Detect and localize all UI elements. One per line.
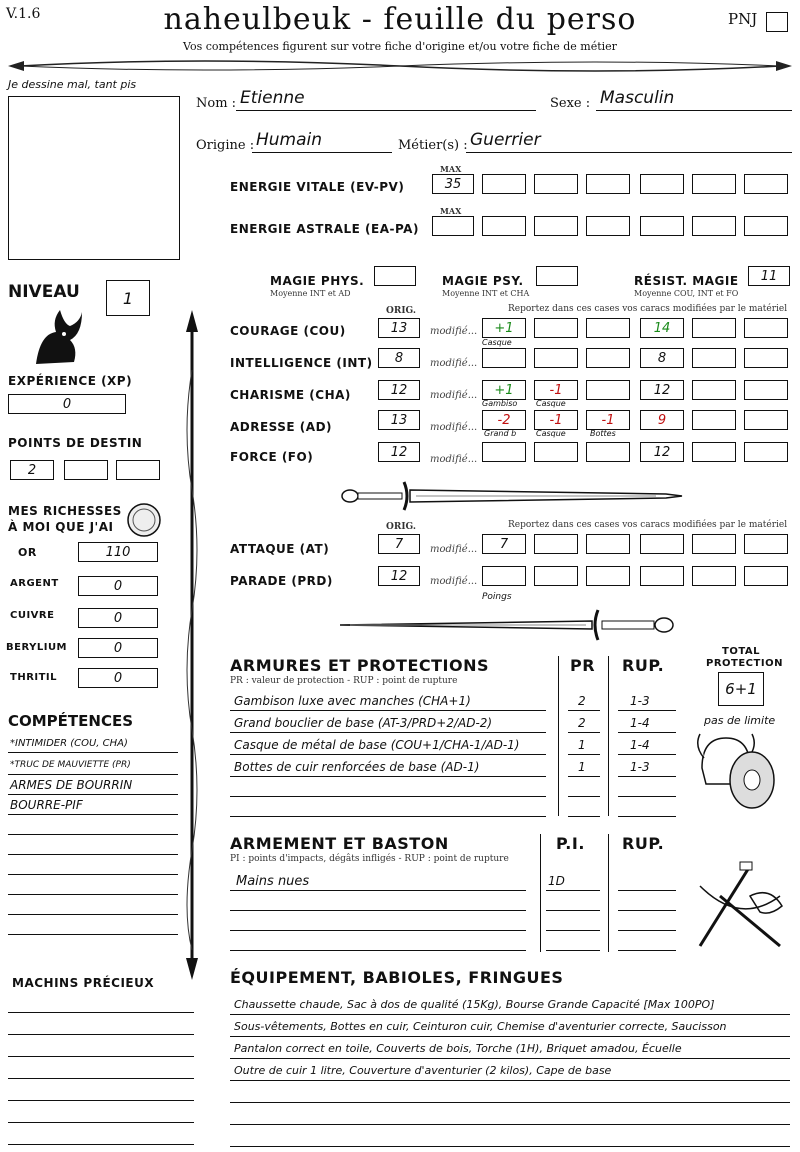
sexe-underline [596,110,792,111]
fo-final-box[interactable]: 12 [640,442,684,462]
pnj-checkbox[interactable] [766,12,788,32]
armor-divider [608,656,609,816]
ad-orig-box[interactable]: 13 [378,410,420,430]
or-box[interactable]: 110 [78,542,158,562]
cha-mod-box[interactable]: +1 [482,380,526,400]
weapon-row-name[interactable]: Mains nues [236,874,310,889]
cha-label: CHARISME (CHA) [230,388,351,402]
ea-box[interactable] [482,216,526,236]
equipment-line [230,1146,790,1147]
competence-item[interactable]: *INTIMIDER (COU, CHA) [10,738,128,749]
metier-label: Métier(s) : [398,138,468,153]
spear-icon [180,310,204,980]
cha-mod-box[interactable]: -1 [534,380,578,400]
at-mod-box[interactable] [692,534,736,554]
at-mod-box[interactable] [586,534,630,554]
armor-row-rup[interactable]: 1-4 [630,716,650,730]
ad-mod-box[interactable] [692,410,736,430]
armor-line [568,732,600,733]
portrait-box[interactable] [8,96,180,260]
armor-row-rup[interactable]: 1-3 [630,694,650,708]
magie-phys-box[interactable] [374,266,416,286]
nom-value[interactable]: Etienne [240,88,305,108]
pnj-label: PNJ [728,10,758,28]
prd-mod-box[interactable] [692,566,736,586]
cou-mod-box[interactable] [534,318,578,338]
combat-orig-label: ORIG. [386,522,417,532]
prd-mod-box[interactable] [744,566,788,586]
armor-row-pr[interactable]: 2 [578,716,586,730]
armor-row-rup[interactable]: 1-3 [630,760,650,774]
competence-line [8,814,178,815]
armor-row-rup[interactable]: 1-4 [630,738,650,752]
ev-box[interactable] [640,174,684,194]
niveau-box[interactable]: 1 [106,280,150,316]
at-label: ATTAQUE (AT) [230,542,330,556]
ev-max-label: MAX [440,164,462,174]
ea-box[interactable] [640,216,684,236]
sexe-label: Sexe : [550,96,591,111]
ea-box[interactable] [692,216,736,236]
ev-box[interactable] [586,174,630,194]
int-mod-box[interactable] [692,348,736,368]
origine-underline [252,152,392,153]
armor-divider [558,656,559,816]
armor-legend: PR : valeur de protection - RUP : point de rupture [230,676,458,686]
cha-mod-note: Casque [536,399,566,408]
ea-box[interactable] [744,216,788,236]
ad-final-box[interactable]: 9 [640,410,684,430]
cou-modif-label: modifié... [430,326,478,337]
magie-psy-label: MAGIE PSY. [442,274,524,288]
equipment-line [230,1058,790,1059]
cou-mod-box[interactable] [586,318,630,338]
destin-label: POINTS DE DESTIN [8,436,143,450]
ev-box[interactable] [692,174,736,194]
magie-phys-label: MAGIE PHYS. [270,274,365,288]
armor-line [230,710,546,711]
weapon-line [618,930,676,931]
int-mod-box[interactable] [482,348,526,368]
cha-final-box[interactable]: 12 [640,380,684,400]
ad-mod-note: Casque [536,429,566,438]
resist-magie-label: RÉSIST. MAGIE [634,274,739,288]
armor-row-name[interactable]: Gambison luxe avec manches (CHA+1) [234,694,471,708]
prd-note: Poings [482,592,512,602]
destin-box[interactable] [116,460,160,480]
sheet-title: naheulbeuk - feuille du perso [163,2,637,37]
decorative-spear-divider [0,56,800,76]
armor-row-pr[interactable]: 2 [578,694,586,708]
equipment-line [230,1102,790,1103]
sheet-subtitle: Vos compétences figurent sur votre fiche d'origine et/ou votre fiche de métier [183,40,617,53]
competences-title: COMPÉTENCES [8,712,134,730]
at-modif-label: modifié... [430,544,478,555]
armor-line [618,816,676,817]
weapon-line [230,950,526,951]
armor-line [618,710,676,711]
int-mod-box[interactable] [744,348,788,368]
competence-item[interactable]: BOURRE-PIF [10,798,83,812]
at-mod-box[interactable] [534,534,578,554]
weapon-line [546,890,600,891]
competence-line [8,774,178,775]
equipment-line-text[interactable]: Chaussette chaude, Sac à dos de qualité (15Kg), Bourse Grande Capacité [Max 100PO] [234,998,715,1011]
weapon-line [618,950,676,951]
ev-box[interactable] [534,174,578,194]
weapons-col-rup: RUP. [622,834,665,853]
ev-box[interactable] [482,174,526,194]
ea-box[interactable] [534,216,578,236]
armor-line [618,776,676,777]
ad-label: ADRESSE (AD) [230,420,333,434]
portrait-caption: Je dessine mal, tant pis [8,78,137,91]
berylium-label: BERYLIUM [6,642,68,653]
weapons-icon [690,856,790,956]
metier-value[interactable]: Guerrier [470,130,541,150]
competence-line [8,854,178,855]
at-orig-box[interactable]: 7 [378,534,420,554]
weapon-row-pi[interactable]: 1D [548,874,565,888]
prd-mod-box[interactable] [534,566,578,586]
origine-value[interactable]: Humain [256,130,323,150]
origine-label: Origine : [196,138,255,153]
int-mod-box[interactable] [534,348,578,368]
cha-modif-label: modifié... [430,390,478,401]
fo-orig-box[interactable]: 12 [378,442,420,462]
resist-magie-note: Moyenne COU, INT et FO [634,289,739,298]
equipment-line [230,1014,790,1015]
ev-label: ENERGIE VITALE (EV-PV) [230,180,405,194]
fo-mod-box[interactable] [534,442,578,462]
int-final-box[interactable]: 8 [640,348,684,368]
cou-mod-note: Casque [482,338,512,347]
ea-max-box[interactable] [432,216,474,236]
machins-line [8,1034,194,1035]
cou-mod-box[interactable] [744,318,788,338]
cha-mod-box[interactable] [744,380,788,400]
fo-mod-box[interactable] [586,442,630,462]
ad-mod-note: Bottes [590,429,616,438]
int-modif-label: modifié... [430,358,478,369]
cha-orig-box[interactable]: 12 [378,380,420,400]
armor-line [568,816,600,817]
ad-mod-box[interactable]: -1 [586,410,630,430]
thritil-label: THRITIL [10,672,58,683]
nom-label: Nom : [196,96,237,111]
armor-col-rup: RUP. [622,656,665,675]
report-note: Reportez dans ces cases vos caracs modifiées par le matériel [508,304,788,314]
equipment-line [230,1036,790,1037]
weapon-line [230,890,526,891]
prd-mod-box[interactable] [482,566,526,586]
weapon-line [546,930,600,931]
machins-title: MACHINS PRÉCIEUX [12,976,155,990]
weapon-line [230,910,526,911]
fo-label: FORCE (FO) [230,450,314,464]
machins-line [8,1100,194,1101]
weapons-legend: PI : points d'impacts, dégâts infligés - RUP : point de rupture [230,854,509,864]
cuivre-label: CUIVRE [10,610,55,621]
or-label: OR [18,546,37,559]
competence-line [8,752,178,753]
orig-label: ORIG. [386,306,417,316]
machins-line [8,1012,194,1013]
ea-max-label: MAX [440,206,462,216]
machins-line [8,1122,194,1123]
equipment-title: ÉQUIPEMENT, BABIOLES, FRINGUES [230,968,564,987]
competence-line [8,894,178,895]
armor-col-pr: PR [570,656,596,675]
int-label: INTELLIGENCE (INT) [230,356,373,370]
magie-psy-note: Moyenne INT et CHA [442,289,530,298]
fo-mod-box[interactable] [692,442,736,462]
prd-modif-label: modifié... [430,576,478,587]
armor-row-name[interactable]: Casque de métal de base (COU+1/CHA-1/AD-1) [234,738,520,752]
destin-box[interactable]: 2 [10,460,54,480]
berylium-box[interactable]: 0 [78,638,158,658]
armor-line [230,816,546,817]
xp-box[interactable]: 0 [8,394,126,414]
weapons-title: ARMEMENT ET BASTON [230,834,449,853]
combat-report-note: Reportez dans ces cases vos caracs modifiées par le matériel [508,520,788,530]
cha-mod-box[interactable] [692,380,736,400]
thritil-box[interactable]: 0 [78,668,158,688]
weapon-line [546,910,600,911]
cou-mod-box[interactable] [692,318,736,338]
helmet-shield-icon [696,728,782,812]
competence-line [8,874,178,875]
armor-line [230,796,546,797]
ad-mod-note: Grand b [484,429,517,438]
competence-item[interactable]: ARMES DE BOURRIN [10,778,133,792]
armor-line [568,776,600,777]
weapon-line [230,930,526,931]
int-mod-box[interactable] [586,348,630,368]
magie-psy-box[interactable] [536,266,578,286]
competence-line [8,794,178,795]
armor-row-pr[interactable]: 1 [578,760,586,774]
fo-modif-label: modifié... [430,454,478,465]
armor-row-name[interactable]: Grand bouclier de base (AT-3/PRD+2/AD-2) [234,716,493,730]
weapons-divider [608,834,609,952]
at-mod-box[interactable] [640,534,684,554]
cha-mod-box[interactable] [586,380,630,400]
cha-mod-note: Gambiso [482,399,518,408]
equipment-line-text[interactable]: Outre de cuir 1 litre, Couverture d'aventurier (2 kilos), Cape de base [234,1064,612,1077]
sexe-value[interactable]: Masculin [600,88,675,108]
at-mod-box[interactable]: 7 [482,534,526,554]
protection-label: PROTECTION [706,658,783,669]
weapon-line [546,950,600,951]
armor-line [618,732,676,733]
cou-label: COURAGE (COU) [230,324,346,338]
equipment-line [230,1080,790,1081]
resist-magie-box[interactable]: 11 [748,266,790,286]
equipment-line [230,1124,790,1125]
ad-modif-label: modifié... [430,422,478,433]
competence-line [8,934,178,935]
armor-line [568,710,600,711]
xp-label: EXPÉRIENCE (XP) [8,374,133,388]
magie-phys-note: Moyenne INT et AD [270,289,351,298]
ad-mod-box[interactable]: -2 [482,410,526,430]
ev-max-box[interactable]: 35 [432,174,474,194]
dragon-icon [30,304,84,366]
armor-line [230,776,546,777]
machins-line [8,1078,194,1079]
cou-final-box[interactable]: 14 [640,318,684,338]
machins-line [8,1056,194,1057]
armor-row-pr[interactable]: 1 [578,738,586,752]
competence-item[interactable]: *TRUC DE MAUVIETTE (PR) [10,760,131,770]
machins-line [8,1144,194,1145]
ad-mod-box[interactable] [744,410,788,430]
nom-underline [236,110,536,111]
armor-row-name[interactable]: Bottes de cuir renforcées de base (AD-1) [234,760,480,774]
ev-box[interactable] [744,174,788,194]
total-label: TOTAL [722,646,760,657]
destin-box[interactable] [64,460,108,480]
coin-icon [126,502,162,538]
armor-line [230,732,546,733]
armor-title: ARMURES ET PROTECTIONS [230,656,489,675]
limit-note: pas de limite [704,714,776,727]
equipment-line-text[interactable]: Pantalon correct en toile, Couverts de bois, Torche (1H), Briquet amadou, Écuelle [234,1042,682,1055]
at-mod-box[interactable] [744,534,788,554]
cou-mod-box[interactable]: +1 [482,318,526,338]
prd-orig-box[interactable]: 12 [378,566,420,586]
richesses-label-2: À MOI QUE J'AI [8,520,114,534]
armor-line [230,754,546,755]
ea-label: ENERGIE ASTRALE (EA-PA) [230,222,419,236]
niveau-label: NIVEAU [8,282,80,302]
armor-line [618,754,676,755]
weapon-line [618,910,676,911]
version-label: V.1.6 [6,6,41,22]
sword-icon [336,478,686,514]
ea-box[interactable] [586,216,630,236]
cuivre-box[interactable]: 0 [78,608,158,628]
int-orig-box[interactable]: 8 [378,348,420,368]
armor-line [568,754,600,755]
weapon-line [618,890,676,891]
armor-line [618,796,676,797]
richesses-label: MES RICHESSES [8,504,122,518]
ad-mod-box[interactable]: -1 [534,410,578,430]
armor-line [568,796,600,797]
weapons-col-pi: P.I. [556,834,585,853]
argent-label: ARGENT [10,578,59,589]
metier-underline [466,152,792,153]
prd-label: PARADE (PRD) [230,574,333,588]
argent-box[interactable]: 0 [78,576,158,596]
sword-icon [336,608,686,642]
weapons-divider [540,834,541,952]
competence-line [8,914,178,915]
equipment-line-text[interactable]: Sous-vêtements, Bottes en cuir, Ceinturon cuir, Chemise d'aventurier correcte, Saucisson [234,1020,727,1033]
prd-mod-box[interactable] [586,566,630,586]
cou-orig-box[interactable]: 13 [378,318,420,338]
fo-mod-box[interactable] [482,442,526,462]
total-protection-box[interactable]: 6+1 [718,672,764,706]
fo-mod-box[interactable] [744,442,788,462]
prd-mod-box[interactable] [640,566,684,586]
competence-line [8,834,178,835]
